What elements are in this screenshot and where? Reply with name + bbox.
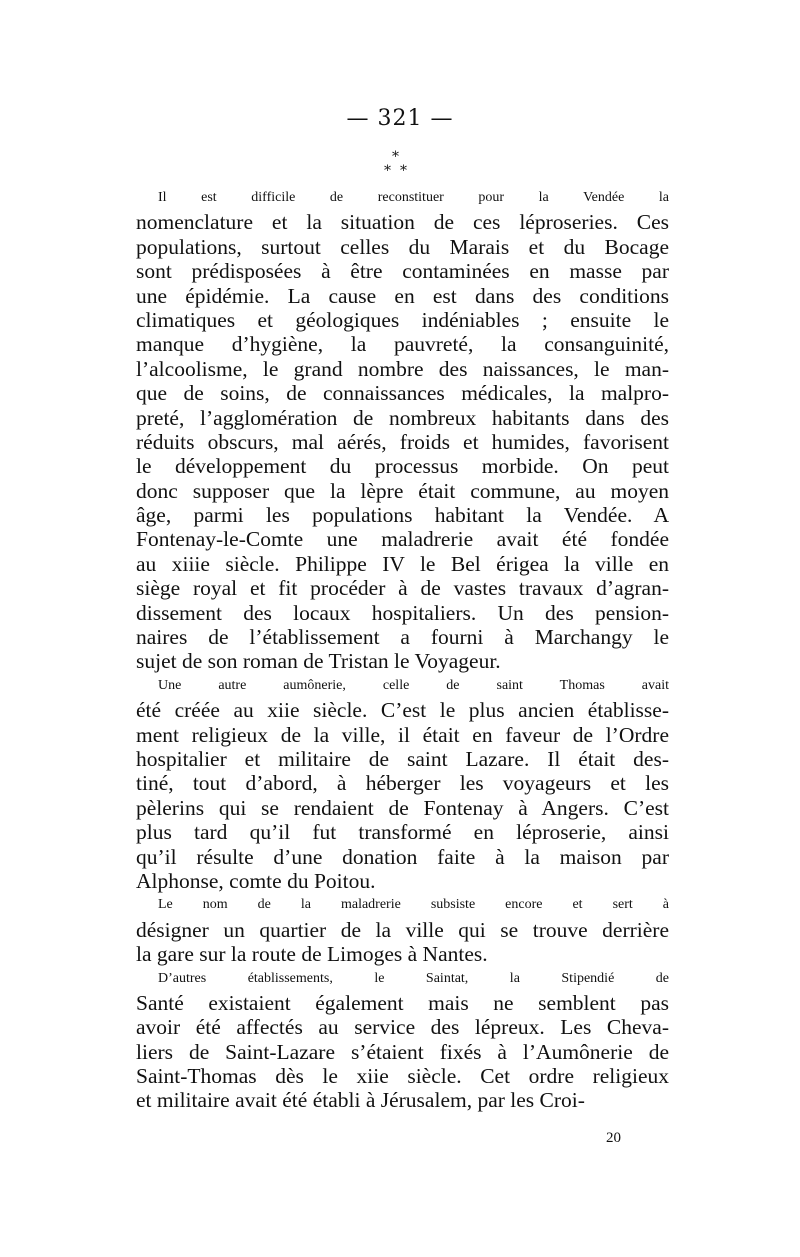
text-line: manque d’hygiène, la pauvreté, la consanguinité,	[136, 332, 669, 357]
text-line: et militaire avait été établi à Jérusalem, par les Croi-	[136, 1088, 585, 1113]
asterism-ornament	[384, 150, 414, 182]
signature-mark: 20	[606, 1130, 621, 1146]
text-line: siège royal et fit procéder à de vastes travaux d’agran-	[136, 576, 669, 601]
text-line: l’alcoolisme, le grand nombre des naissances, le man-	[136, 356, 669, 381]
text-line: liers de Saint-Lazare s’étaient fixés à l’Aumônerie de	[136, 1039, 669, 1064]
text-line: Alphonse, comte du Poitou.	[136, 868, 376, 893]
text-line: Une autre aumônerie, celle de saint Thomas avait	[158, 677, 669, 693]
text-line: dissement des locaux hospitaliers. Un des pension-	[136, 600, 669, 625]
text-line: plus tard qu’il fut transformé en léproserie, ainsi	[136, 820, 669, 845]
body-text	[136, 186, 669, 1113]
text-line: D’autres établissements, le Saintat, la Stipendié de	[158, 970, 669, 986]
text-line: tiné, tout d’abord, à héberger les voyageurs et les	[136, 771, 669, 796]
text-line: la gare sur la route de Limoges à Nantes.	[136, 942, 488, 967]
text-line: Il est difficile de reconstituer pour la Vendée la	[158, 190, 669, 205]
text-line: au xiiie siècle. Philippe IV le Bel érigea la ville en	[136, 551, 669, 576]
page-number: — 321 —	[346, 106, 454, 131]
text-line: populations, surtout celles du Marais et du Bocage	[136, 234, 669, 259]
text-line: ment religieux de la ville, il était en faveur de l’Ordre	[136, 722, 669, 747]
text-line: été créée au xiie siècle. C’est le plus ancien établisse-	[136, 698, 669, 723]
text-line: que de soins, de connaissances médicales, la malpro-	[136, 381, 669, 406]
text-line: preté, l’agglomération de nombreux habitants dans des	[136, 405, 669, 430]
text-line: âge, parmi les populations habitant la Vendée. A	[136, 503, 669, 528]
asterism-star-left: *	[384, 163, 391, 179]
text-line: désigner un quartier de la ville qui se trouve derrière	[136, 917, 669, 942]
text-line: nomenclature et la situation de ces léproseries. Ces	[136, 210, 669, 235]
asterism-star-right: *	[400, 163, 407, 179]
text-line: Saint-Thomas dès le xiie siècle. Cet ordre religieux	[136, 1064, 669, 1089]
paragraph	[136, 893, 669, 966]
text-line: donc supposer que la lèpre était commune, au moyen	[136, 478, 669, 503]
paragraph	[136, 967, 669, 1113]
text-line: réduits obscurs, mal aérés, froids et humides, favorisent	[136, 429, 669, 454]
paragraph	[136, 674, 669, 894]
text-line: une épidémie. La cause en est dans des conditions	[136, 283, 669, 308]
text-line: sujet de son roman de Tristan le Voyageur.	[136, 649, 501, 674]
asterism-star-top: *	[392, 149, 399, 165]
text-line: avoir été affectés au service des lépreux. Les Cheva-	[136, 1015, 669, 1040]
text-line: Le nom de la maladrerie subsiste encore et sert à	[158, 897, 669, 913]
text-line: Fontenay-le-Comte une maladrerie avait été fondée	[136, 527, 669, 552]
text-line: sont prédisposées à être contaminées en masse par	[136, 259, 669, 284]
text-line: climatiques et géologiques indéniables ; ensuite le	[136, 307, 669, 332]
paragraph	[136, 186, 669, 674]
text-line: hospitalier et militaire de saint Lazare. Il était des-	[136, 746, 669, 771]
text-line: Santé existaient également mais ne semblent pas	[136, 990, 669, 1015]
text-line: qu’il résulte d’une donation faite à la maison par	[136, 844, 669, 869]
text-line: pèlerins qui se rendaient de Fontenay à Angers. C’est	[136, 795, 669, 820]
text-line: naires de l’établissement a fourni à Marchangy le	[136, 625, 669, 650]
text-line: le développement du processus morbide. On peut	[136, 454, 669, 479]
